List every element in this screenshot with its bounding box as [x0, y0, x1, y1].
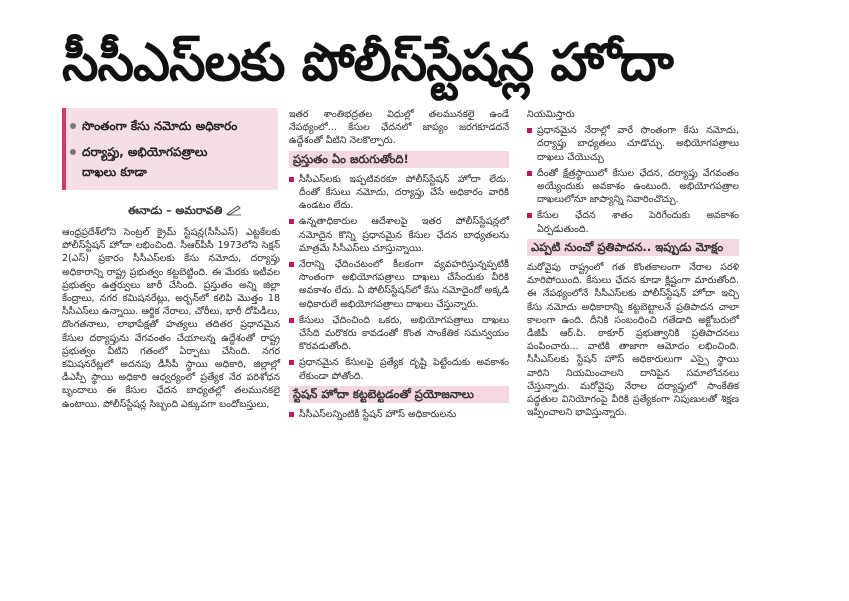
headline: సీసీఎస్‌లకు పోలీస్‌స్టేషన్ల హోదా [62, 33, 673, 93]
article-paragraph: ఇతర శాంతిభద్రతల విధుల్లో తలమునకలై ఉండే నేపథ్యంలో... కేసుల ఛేదనలో జాప్యం జరగకూడదనే ఉద్దేశంతో వీటిని నెలకొల్పారు. [289, 109, 509, 147]
bullet-paragraph: నేరాన్ని ఛేదించటంలో కీలకంగా వ్యవహరిస్తున్నప్పటికీ సొంతంగా అభియోగపత్రాలు దాఖలు చేసేందుకు వీరికి అవకాశం లేదు. ఏ పోలీస్‌స్టేషన్‌లో కేసు నమోదైందో అక్కడి అధికారులే అభియోగపత్రాలు దాఖలు చేస్తున్నారు. [289, 258, 509, 311]
bullet-paragraph: ఉన్నతాధికారుల ఆదేశాలపై ఇతర పోలీస్‌స్టేషన్లలో నమోదైన కొన్ని ప్రధానమైన కేసుల ఛేదన బాధ్యతలను మాత్రమే సీసీఎస్‌లు చూస్తున్నాయి. [289, 215, 509, 255]
bullet-paragraph: కేసులు ఛేదించింది ఒకరు, అభియోగపత్రాలు దాఖలు చేసేది మరొకరు కావడంతో కొంత సాంకేతిక సమన్వయం కొరవడుతోంది. [289, 314, 509, 354]
bullet-paragraph: సీసీఎస్‌లకు ఇప్పటివరకూ పోలీస్‌స్టేషన్ హోదా లేదు. దీంతో కేసులు నమోదు, దర్యాప్తు చేసే అధికారం వారికి ఉండటం లేదు. [289, 173, 509, 213]
pen-icon [226, 204, 242, 216]
highlight-box [62, 108, 278, 190]
bullet-paragraph: ప్రధానమైన కేసులపై ప్రత్యేక దృష్టి పెట్టేందుకు అవకాశం లేకుండా పోతోంది. [289, 356, 509, 382]
subheading: స్టేషన్ హోదా కట్టబెట్టడంతో ప్రయోజనాలు [289, 386, 509, 403]
column-3 [527, 108, 739, 422]
subheading: ప్రస్తుతం ఏం జరుగుతోంది! [289, 151, 509, 168]
column-1 [62, 226, 280, 414]
highlight-bullet: దర్యాప్తు, అభియోగపత్రాలు [66, 142, 278, 162]
bullet-paragraph: సీసీఎస్‌లన్నింటికీ స్టేషన్ హౌస్ అధికారులను [289, 408, 509, 421]
bullet-paragraph: కేసుల ఛేదన శాతం పెరిగేందుకు అవకాశం ఏర్పడుతుంది. [527, 209, 739, 235]
bullet-paragraph: ప్రధానమైన నేరాల్లో వారే సొంతంగా కేసు నమోదు, దర్యాప్తు బాధ్యతలు చూడొచ్చు. అభియోగపత్రాలు దాఖలు చేయొచ్చు [527, 124, 739, 164]
column-2 [289, 108, 509, 424]
highlight-bullet: సొంతంగా కేసు నమోదు అధికారం [66, 116, 278, 136]
article-paragraph: ఆంధ్రప్రదేశ్‌లోని సెంట్రల్ క్రైమ్ స్టేషన్ల(సీసీఎస్) ఎట్టకేలకు పోలీస్‌స్టేషన్ హోదా లభించింది. సీఆర్‌పీసీ 1973లోని సెక్షన్ 2(ఎస్) ప్రకారం సీసీఎస్‌లకు కేసు నమోదు, దర్యాప్తు అధికారాన్ని రాష్ట్ర ప్రభుత్వం కట్టబెట్టింది. ఈ మేరకు ఇటీవల ప్రభుత్వం ఉత్తర్వులు జారీ చేసింది. ప్రస్తుతం అన్ని జిల్లా కేంద్రాలు, నగర కమిషనరేట్లు, అర్బన్‌లో కలిపి మొత్తం 18 సీసీఎస్‌లు ఉన్నాయి. ఆర్థిక నేరాలు, చోరీలు, భారీ దోపిడీలు, దొంగతనాలు, లాభాపేక్షతో హత్యలు తదితర ప్రధానమైన కేసుల దర్యాప్తును వేగవంతం చేయాలన్న ఉద్దేశంతో రాష్ట్ర ప్రభుత్వం వీటిని గతంలో ఏర్పాటు చేసింది. నగర కమిషనరేట్లలో అదనపు డీసీపీ స్థాయి అధికారి, జిల్లాల్లో డీఎస్పీ స్థాయి అధికారి ఆధ్వర్యంలో ప్రత్యేక నేర పరిశోధన బృందాలు ఈ కేసుల ఛేదన బాధ్యతల్లో తలమునకలై ఉంటాయి. పోలీస్‌స్టేషన్ల సిబ్బంది ఎక్కువగా బందోబస్తులు, [62, 227, 280, 410]
bullet-paragraph: దీంతో క్షేత్రస్థాయిలో కేసుల ఛేదన, దర్యాప్తు వేగవంతం అయ్యేందుకు అవకాశం ఉంటుంది. అభియోగపత్రాల దాఖలులోనూ జాప్యాన్ని నివారించొచ్చు. [527, 167, 739, 207]
highlight-continuation: దాఖలు కూడా [82, 165, 147, 179]
article-paragraph: నియమిస్తారు [527, 109, 575, 120]
subheading: ఎప్పటి నుంచో ప్రతిపాదన.. ఇప్పుడు మోక్షం [527, 239, 739, 256]
article-paragraph: మరోవైపు రాష్ట్రంలో గత కొంతకాలంగా నేరాల సరళి మారిపోయింది. కేసులు ఛేదన కూడా క్లిష్టంగా మారుతోంది. ఈ నేపథ్యంలోనే సీసీఎస్‌లకు పోలీస్‌స్టేషన్ హోదా ఇచ్చి కేసు నమోదు అధికారాన్ని కట్టబెట్టాలనే ప్రతిపాదన చాలా కాలంగా ఉంది. దీనికి సంబంధించి గతేడాది అక్టోబరులో డీజీపీ ఆర్.పి. ఠాకూర్ ప్రభుత్వానికి ప్రతిపాదనలు పంపించారు... వాటికి తాజాగా ఆమోదం లభించింది. సీసీఎస్‌లకు స్టేషన్ హౌస్ అధికారులుగా ఎస్సై స్థాయి వారిని నియమించాలని దానిపైన సమాలోచనలు చేస్తున్నారు. మరోవైపు నేరాల దర్యాప్తులో సాంకేతిక పద్ధతుల వినియోగంపై వీరికి ప్రత్యేకంగా నిపుణులతో శిక్షణ ఇప్పించాలని భావిస్తున్నారు. [527, 262, 739, 419]
byline: ఈనాడు – అమరావతి [128, 204, 223, 217]
